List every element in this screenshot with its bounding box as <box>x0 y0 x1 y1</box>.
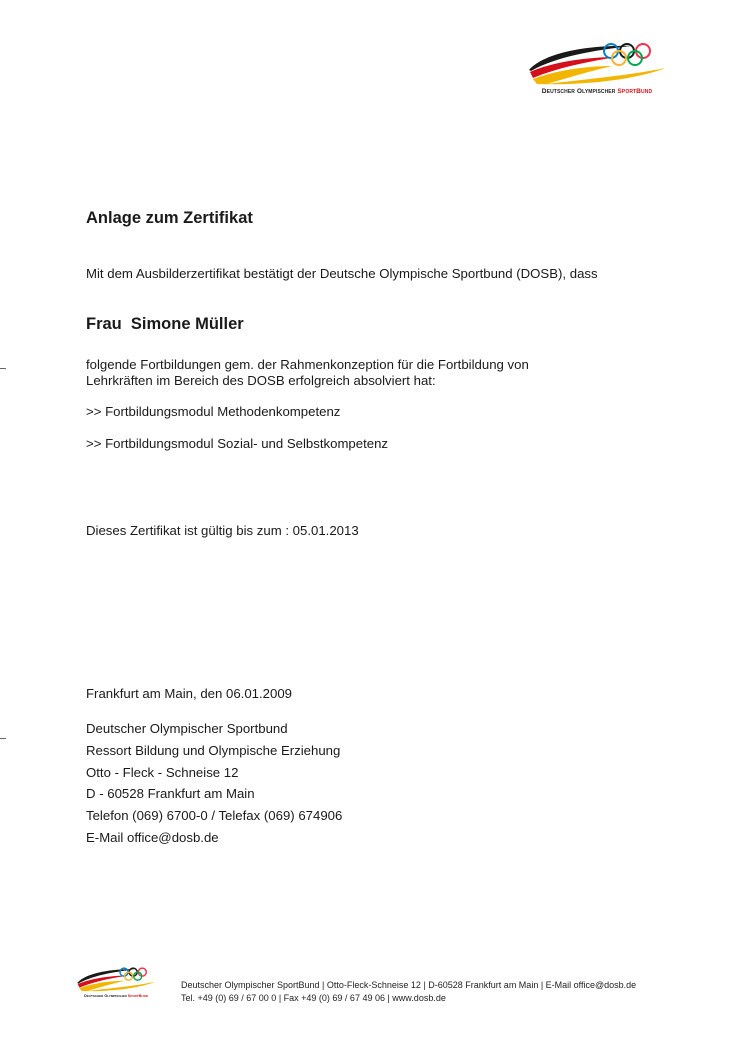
address-line: E-Mail office@dosb.de <box>86 829 219 845</box>
address-line: Otto - Fleck - Schneise 12 <box>86 764 239 780</box>
logo-caption: Deutscher Olympischer SportBund <box>541 88 653 95</box>
recipient-name: Frau Simone Müller <box>86 315 244 333</box>
module-item: >> Fortbildungsmodul Sozial- und Selbstkompetenz <box>86 436 389 451</box>
validity-text: Dieses Zertifikat ist gültig bis zum : 05.01.2013 <box>86 523 359 538</box>
address-block <box>86 718 342 849</box>
document-title: Anlage zum Zertifikat <box>86 209 253 227</box>
logo-swoosh <box>529 46 665 84</box>
address-line: Deutscher Olympischer Sportbund <box>86 721 288 736</box>
margin-mark <box>0 368 6 369</box>
description-text: folgende Fortbildungen gem. der Rahmenkonzeption für die Fortbildung von Lehrkräften im Bereich des DOSB erfolgreich absolviert hat: <box>86 357 529 388</box>
footer-line: Tel. +49 (0) 69 / 67 00 0 | Fax +49 (0) 69 / 67 49 06 | www.dosb.de <box>181 993 446 1003</box>
place-date: Frankfurt am Main, den 06.01.2009 <box>86 686 292 701</box>
footer-logo-caption: Deutscher Olympischer SportBund <box>84 994 148 998</box>
address-line: Telefon (069) 6700-0 / Telefax (069) 674906 <box>86 808 343 824</box>
margin-mark <box>0 738 6 739</box>
intro-text: Mit dem Ausbilderzertifikat bestätigt der Deutsche Olympische Sportbund (DOSB), dass <box>86 266 598 281</box>
address-line: Ressort Bildung und Olympische Erziehung <box>86 742 341 758</box>
footer-contact <box>181 979 636 1005</box>
module-item: >> Fortbildungsmodul Methodenkompetenz <box>86 404 341 419</box>
address-line: D - 60528 Frankfurt am Main <box>86 786 255 802</box>
footer-line: Deutscher Olympischer SportBund | Otto-Fleck-Schneise 12 | D-60528 Frankfurt am Main | E-Mail office@dosb.de <box>181 980 637 990</box>
